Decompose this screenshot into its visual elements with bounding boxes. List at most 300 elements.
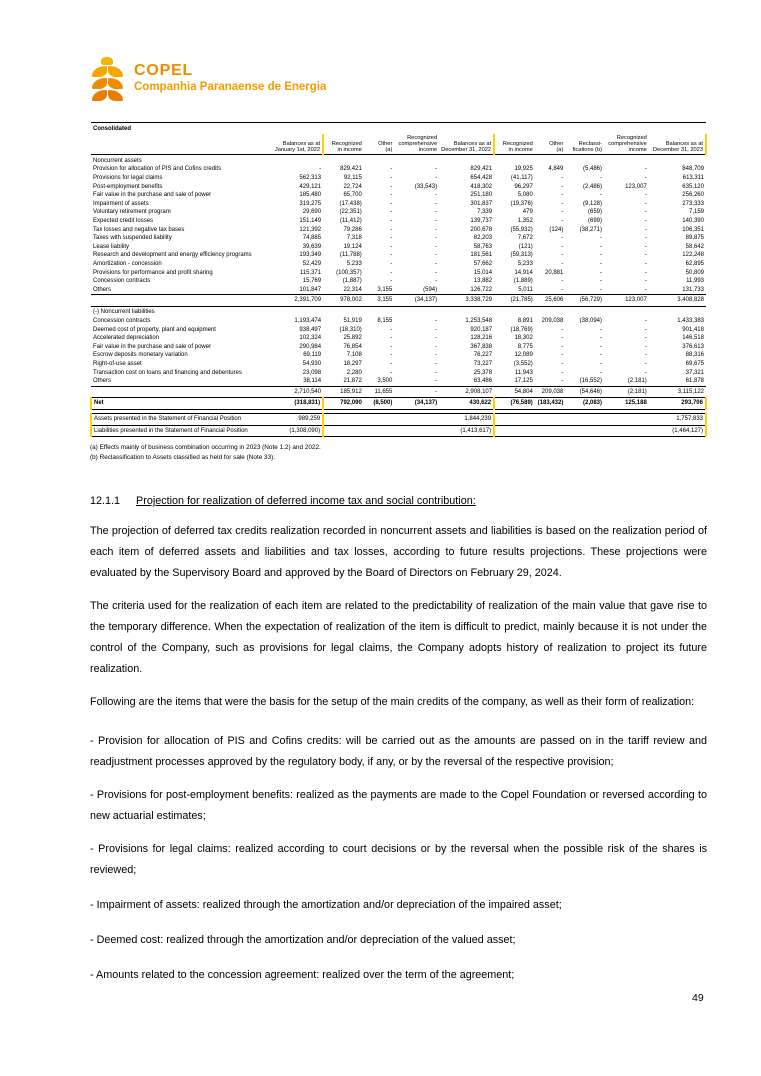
table-cell: -	[600, 335, 603, 342]
row-label: Provision for allocation of PIS and Cofins credits	[93, 166, 222, 173]
table-cell: -	[561, 261, 564, 268]
table-cell: -	[644, 318, 647, 325]
table-cell: -	[435, 269, 438, 276]
table-cell: 1,433,383	[677, 318, 704, 325]
table-cell: 3,155	[377, 286, 393, 293]
table-cell: 22,314	[343, 286, 362, 293]
table-cell: -	[390, 278, 393, 285]
table-cell: 5,080	[517, 192, 533, 199]
table-cell: -	[600, 278, 603, 285]
table-cell: (11,788)	[339, 252, 362, 259]
table-cell: -	[390, 166, 393, 173]
row-label: Tax losses and negative tax bases	[93, 226, 185, 233]
table-cell: -	[390, 226, 393, 233]
table-row	[91, 295, 706, 307]
table-cell: 62,895	[685, 261, 704, 268]
table-cell: 367,838	[470, 343, 493, 350]
table-cell: (59,313)	[510, 252, 533, 259]
bullet-post-employment: - Provisions for post-employment benefits: realized as the payments are made to the Copel Foundation or reversed according to new actuarial estimates;	[90, 789, 707, 823]
table-cell	[535, 414, 566, 426]
table-cell: 82,203	[473, 235, 493, 242]
table-cell: -	[435, 252, 438, 259]
table-cell: -	[561, 218, 564, 225]
table-cell: 73,227	[473, 361, 493, 368]
copel-logo	[90, 56, 707, 100]
table-cell: (318,831)	[272, 398, 323, 410]
table-cell: -	[390, 269, 393, 276]
table-cell: -	[390, 369, 393, 376]
column-header: Recognized comprehensive income	[604, 134, 649, 155]
table-cell: 2,908,107	[439, 386, 494, 398]
table-cell: 65,700	[343, 192, 362, 199]
table-cell: 11,655	[364, 386, 395, 398]
table-cell: -	[435, 335, 438, 342]
table-cell: -	[600, 192, 603, 199]
table-cell: -	[600, 352, 603, 359]
table-row	[91, 226, 706, 235]
row-label: Deemed cost of property, plant and equipment	[93, 326, 216, 333]
table-cell: -	[644, 269, 647, 276]
table-cell: 429,121	[299, 183, 322, 190]
column-header: Other (a)	[535, 134, 566, 155]
row-label	[91, 295, 272, 307]
table-cell: (55,932)	[510, 226, 533, 233]
table-cell: (594)	[423, 286, 438, 293]
brand-text	[134, 63, 326, 93]
table-cell: 2,710,540	[272, 386, 323, 398]
table-row	[91, 217, 706, 226]
page-number: 49	[692, 992, 704, 1004]
column-header: Other (a)	[364, 134, 395, 155]
row-label: Research and development and energy efficiency programs	[93, 252, 252, 259]
table-cell: -	[435, 261, 438, 268]
table-section-row	[91, 155, 706, 166]
table-cell: 181,561	[470, 252, 493, 259]
table-cell: 251,180	[470, 192, 493, 199]
table-cell: 7,672	[517, 235, 533, 242]
table-cell: 102,324	[299, 335, 322, 342]
table-cell: 11,993	[686, 278, 704, 285]
table-cell: 200,678	[470, 226, 493, 233]
table-cell: (121)	[518, 243, 533, 250]
table-cell: -	[644, 243, 647, 250]
table-cell: -	[644, 326, 647, 333]
table-row	[91, 317, 706, 326]
table-cell: -	[561, 352, 564, 359]
table-cell: 76,227	[473, 352, 493, 359]
table-cell: 25,378	[473, 369, 493, 376]
table-cell	[394, 414, 439, 426]
table-cell: 39,639	[302, 243, 322, 250]
table-cell: 430,622	[439, 398, 494, 410]
table-cell: 2,280	[346, 369, 362, 376]
table-cell: 938,497	[299, 326, 322, 333]
table-cell: 290,984	[299, 343, 322, 350]
table-cell: 654,428	[470, 175, 493, 182]
table-cell: (18,310)	[339, 326, 362, 333]
table-row	[91, 286, 706, 295]
table-cell: 193,349	[299, 252, 322, 259]
table-cell: -	[390, 326, 393, 333]
table-cell	[604, 414, 649, 426]
table-cell: 7,108	[346, 352, 362, 359]
table-cell: (9,128)	[583, 200, 603, 207]
table-cell: -	[390, 352, 393, 359]
table-cell: -	[600, 369, 603, 376]
table-cell: 1,352	[517, 218, 533, 225]
table-cell: -	[561, 361, 564, 368]
table-cell: 319,275	[299, 200, 322, 207]
table-cell: (56,729)	[565, 295, 604, 307]
table-cell	[604, 425, 649, 437]
table-row	[91, 326, 706, 335]
table-cell: (2,181)	[627, 378, 647, 385]
row-label: Transaction cost on loans and financing and debentures	[93, 369, 242, 376]
table-cell: -	[644, 343, 647, 350]
table-cell: (22,351)	[339, 209, 362, 216]
table-cell: 301,837	[470, 200, 493, 207]
table-cell: 13,882	[473, 278, 493, 285]
table-cell: -	[435, 278, 438, 285]
table-cell: 418,302	[470, 183, 493, 190]
table-cell: 23,098	[302, 369, 322, 376]
table-cell: -	[561, 183, 564, 190]
table-cell: 15,014	[473, 269, 493, 276]
table-cell: -	[561, 378, 564, 385]
table-cell: 22,724	[343, 183, 362, 190]
table-cell: (100,357)	[336, 269, 362, 276]
table-cell: 792,090	[323, 398, 364, 410]
table-cell: (1,889)	[513, 278, 533, 285]
table-cell: -	[435, 175, 438, 182]
table-cell: -	[644, 235, 647, 242]
table-cell: -	[600, 235, 603, 242]
table-cell: 7,339	[477, 209, 493, 216]
table-cell: -	[644, 218, 647, 225]
table-cell: 19,925	[514, 166, 533, 173]
table-cell: -	[600, 261, 603, 268]
table-cell: -	[435, 226, 438, 233]
table-row	[91, 251, 706, 260]
table-cell: 4,849	[548, 166, 564, 173]
table-cell: -	[390, 192, 393, 199]
table-cell: -	[600, 361, 603, 368]
deferred-tax-table	[90, 122, 707, 437]
row-label: Expected credit losses	[93, 218, 154, 225]
table-cell: 376,613	[682, 343, 704, 350]
table-cell: 52,429	[302, 261, 322, 268]
table-cell: 5,233	[346, 261, 362, 268]
table-cell: 2,391,709	[272, 295, 323, 307]
table-row	[91, 260, 706, 269]
table-cell: -	[390, 175, 393, 182]
table-cell: 293,706	[649, 398, 706, 410]
paragraph-projection: The projection of deferred tax credits realization recorded in noncurrent assets and liabilities is based on the realization period of each item of deferred assets and liabilities and tax losses, according to future results projections. These projections were evaluated by the Supervisory Board and approved by the Board of Directors on February 29, 2024.	[90, 525, 707, 580]
row-label: Liabilities presented in the Statement of Financial Position	[91, 425, 272, 437]
row-label: Provisions for performance and profit sharing	[93, 269, 213, 276]
row-label: Lease liability	[93, 243, 130, 250]
table-cell: (3,552)	[513, 361, 533, 368]
table-row	[91, 208, 706, 217]
table-row	[91, 234, 706, 243]
table-cell: 25,606	[535, 295, 566, 307]
table-cell: 8,891	[517, 318, 533, 325]
table-cell: 74,885	[302, 235, 322, 242]
table-cell: -	[435, 166, 438, 173]
table-row	[91, 269, 706, 278]
table-cell: 54,804	[494, 386, 535, 398]
row-label: Escrow deposits monetary variation	[93, 352, 188, 359]
table-cell: (183,432)	[535, 398, 566, 410]
table-row	[91, 369, 706, 378]
table-cell: (16,552)	[579, 378, 603, 385]
table-cell: 3,500	[377, 378, 393, 385]
table-cell: (17,438)	[339, 200, 362, 207]
table-cell: 19,124	[343, 243, 362, 250]
table-cell: 848,709	[682, 166, 704, 173]
row-label: Amortization - concession	[93, 261, 162, 268]
table-cell: 1,193,474	[294, 318, 322, 325]
table-cell: 101,847	[299, 286, 322, 293]
table-cell	[394, 425, 439, 437]
table-cell: (34,137)	[394, 295, 439, 307]
table-cell: 18,297	[343, 361, 362, 368]
table-cell: -	[390, 183, 393, 190]
table-row	[91, 174, 706, 183]
table-cell: -	[561, 252, 564, 259]
copel-pinhao-icon	[90, 57, 124, 99]
table-cell: 635,120	[682, 183, 704, 190]
table-cell: 185,912	[323, 386, 364, 398]
table-cell: 139,737	[470, 218, 493, 225]
column-header: Balances as at December 31, 2023	[649, 134, 706, 155]
table-cell: 50,809	[685, 269, 704, 276]
table-cell: 5,011	[518, 286, 533, 293]
table-cell: 57,662	[473, 261, 493, 268]
table-cell: 51,919	[343, 318, 362, 325]
table-row	[91, 398, 706, 410]
table-cell: (54,646)	[565, 386, 604, 398]
table-header-row	[91, 134, 706, 155]
column-header: Recognized comprehensive income	[394, 134, 439, 155]
table-cell: -	[435, 235, 438, 242]
row-label: Impairment of assets	[93, 200, 149, 207]
table-cell: (21,785)	[494, 295, 535, 307]
table-cell: -	[561, 235, 564, 242]
table-cell: 38,114	[303, 378, 322, 385]
row-label	[91, 386, 272, 398]
table-cell: 3,155	[364, 295, 395, 307]
table-cell: 17,125	[514, 378, 533, 385]
table-cell: -	[644, 192, 647, 199]
table-cell: -	[561, 192, 564, 199]
brand-name: COPEL	[134, 62, 194, 80]
table-row	[91, 243, 706, 252]
table-cell: (41,117)	[510, 175, 533, 182]
table-cell: -	[644, 261, 647, 268]
row-label: Taxes with suspended liability	[93, 235, 172, 242]
table-cell: 54,930	[302, 361, 322, 368]
section-heading	[90, 495, 707, 507]
table-row	[91, 414, 706, 426]
table-cell: -	[435, 200, 438, 207]
table-cell: 3,115,122	[649, 386, 706, 398]
table-cell: -	[644, 226, 647, 233]
table-cell: 126,722	[470, 286, 493, 293]
table-cell: 37,321	[685, 369, 704, 376]
table-row	[91, 386, 706, 398]
table-cell: (659)	[588, 209, 603, 216]
table-cell: (76,589)	[494, 398, 535, 410]
table-cell: 829,421	[470, 166, 493, 173]
table-cell: -	[644, 175, 647, 182]
table-cell	[494, 414, 535, 426]
table-cell: -	[644, 286, 647, 293]
bullet-deemed-cost: - Deemed cost: realized through the amortization and/or depreciation of the valued asset;	[90, 934, 516, 947]
table-row	[91, 277, 706, 286]
table-cell: (19,376)	[510, 200, 533, 207]
table-cell: -	[600, 326, 603, 333]
table-cell: -	[561, 243, 564, 250]
row-label: Fair value in the purchase and sale of power	[93, 192, 212, 199]
table-section-row	[91, 306, 706, 317]
table-cell: 1,757,833	[649, 414, 706, 426]
table-cell: 12,089	[514, 352, 533, 359]
table-cell: -	[435, 326, 438, 333]
table-cell: 131,733	[682, 286, 704, 293]
table-row	[91, 351, 706, 360]
table-cell	[323, 425, 364, 437]
table-cell: (38,094)	[579, 318, 603, 325]
row-label: Others	[93, 286, 112, 293]
table-cell: 69,675	[685, 361, 704, 368]
table-cell: -	[561, 335, 564, 342]
table-cell	[494, 425, 535, 437]
table-cell: 146,518	[682, 335, 704, 342]
table-cell: 989,259	[272, 414, 323, 426]
table-cell: -	[390, 343, 393, 350]
table-section-title: Noncurrent assets	[93, 157, 142, 164]
table-cell: 69,119	[303, 352, 322, 359]
table-cell: 1,253,548	[465, 318, 493, 325]
table-cell: -	[435, 318, 438, 325]
row-label: Voluntary retirement program	[93, 209, 171, 216]
table-cell: -	[435, 243, 438, 250]
table-cell: 7,159	[688, 209, 704, 216]
table-row	[91, 360, 706, 369]
table-cell: (1,464,127)	[649, 425, 706, 437]
table-corner-label: Consolidated	[91, 123, 706, 134]
table-cell: 11,943	[514, 369, 533, 376]
table-cell: (33,543)	[414, 183, 438, 190]
table-cell: 61,878	[685, 378, 704, 385]
table-cell: (2,083)	[565, 398, 604, 410]
table-cell: 273,333	[682, 200, 704, 207]
table-cell: (1,308,090)	[272, 425, 323, 437]
column-header: Balances as at December 31, 2022	[439, 134, 494, 155]
table-cell: 256,260	[682, 192, 704, 199]
table-cell: -	[600, 286, 603, 293]
row-label: Assets presented in the Statement of Financial Position	[91, 414, 272, 426]
table-cell: -	[600, 343, 603, 350]
table-cell: -	[390, 335, 393, 342]
table-title-row	[91, 123, 706, 134]
table-cell: 8,155	[377, 318, 393, 325]
table-cell: (11,412)	[339, 218, 362, 225]
column-header: Reclassi- fications (b)	[565, 134, 604, 155]
column-header: Balances as at January 1st, 2022	[272, 134, 323, 155]
table-cell: -	[390, 261, 393, 268]
table-cell: 20,881	[544, 269, 564, 276]
table-cell: -	[561, 326, 564, 333]
table-cell: -	[644, 200, 647, 207]
column-header: Recognized in income	[323, 134, 364, 155]
table-cell: 7,318	[346, 235, 362, 242]
table-cell: 21,872	[343, 378, 362, 385]
table-cell: 920,187	[470, 326, 493, 333]
table-cell: 185,480	[299, 192, 322, 199]
table-cell: 151,149	[299, 218, 322, 225]
table-cell: (1,413,617)	[439, 425, 494, 437]
column-header: Recognized in income	[494, 134, 535, 155]
table-cell: -	[561, 369, 564, 376]
table-row	[91, 343, 706, 352]
table-cell: 123,007	[604, 295, 649, 307]
row-label: Post-employment benefits	[93, 183, 163, 190]
table-cell	[535, 425, 566, 437]
table-cell: 209,038	[535, 386, 566, 398]
table-cell: (699)	[588, 218, 603, 225]
table-cell: 89,875	[685, 235, 704, 242]
table-cell: -	[435, 343, 438, 350]
row-label: Others	[93, 378, 112, 385]
row-label-header	[91, 134, 272, 155]
table-cell: 128,216	[470, 335, 493, 342]
table-cell: -	[644, 352, 647, 359]
table-cell: -	[644, 369, 647, 376]
table-cell: 122,248	[682, 252, 704, 259]
table-cell: 562,313	[299, 175, 322, 182]
table-cell: -	[600, 269, 603, 276]
table-cell: (1,887)	[342, 278, 362, 285]
table-cell: -	[644, 209, 647, 216]
table-cell: -	[435, 192, 438, 199]
paragraph-following-items: Following are the items that were the basis for the setup of the main credits of the company, as well as their form of realization:	[90, 696, 695, 709]
table-cell: 92,115	[343, 175, 362, 182]
table-cell: 3,408,828	[649, 295, 706, 307]
row-label: Concession contracts	[93, 318, 151, 325]
table-cell: 18,302	[514, 335, 533, 342]
table-cell: -	[390, 209, 393, 216]
table-cell	[565, 414, 604, 426]
table-cell: 63,486	[473, 378, 493, 385]
table-cell: 76,854	[343, 343, 362, 350]
table-cell: (2,181)	[604, 386, 649, 398]
table-cell: -	[561, 200, 564, 207]
table-cell: 96,297	[514, 183, 533, 190]
footnote-b: (b) Reclassification to Assets classified as held for sale (Note 33).	[90, 454, 276, 462]
table-cell: -	[600, 175, 603, 182]
bullet-concession: - Amounts related to the concession agreement: realized over the term of the agreement;	[90, 969, 515, 982]
table-cell: -	[390, 252, 393, 259]
table-cell: (2,486)	[583, 183, 603, 190]
section-number: 12.1.1	[90, 495, 121, 508]
table-cell: 901,418	[682, 326, 704, 333]
table-cell: -	[644, 361, 647, 368]
table-row	[91, 200, 706, 209]
table-row	[91, 377, 706, 386]
table-cell: -	[600, 252, 603, 259]
